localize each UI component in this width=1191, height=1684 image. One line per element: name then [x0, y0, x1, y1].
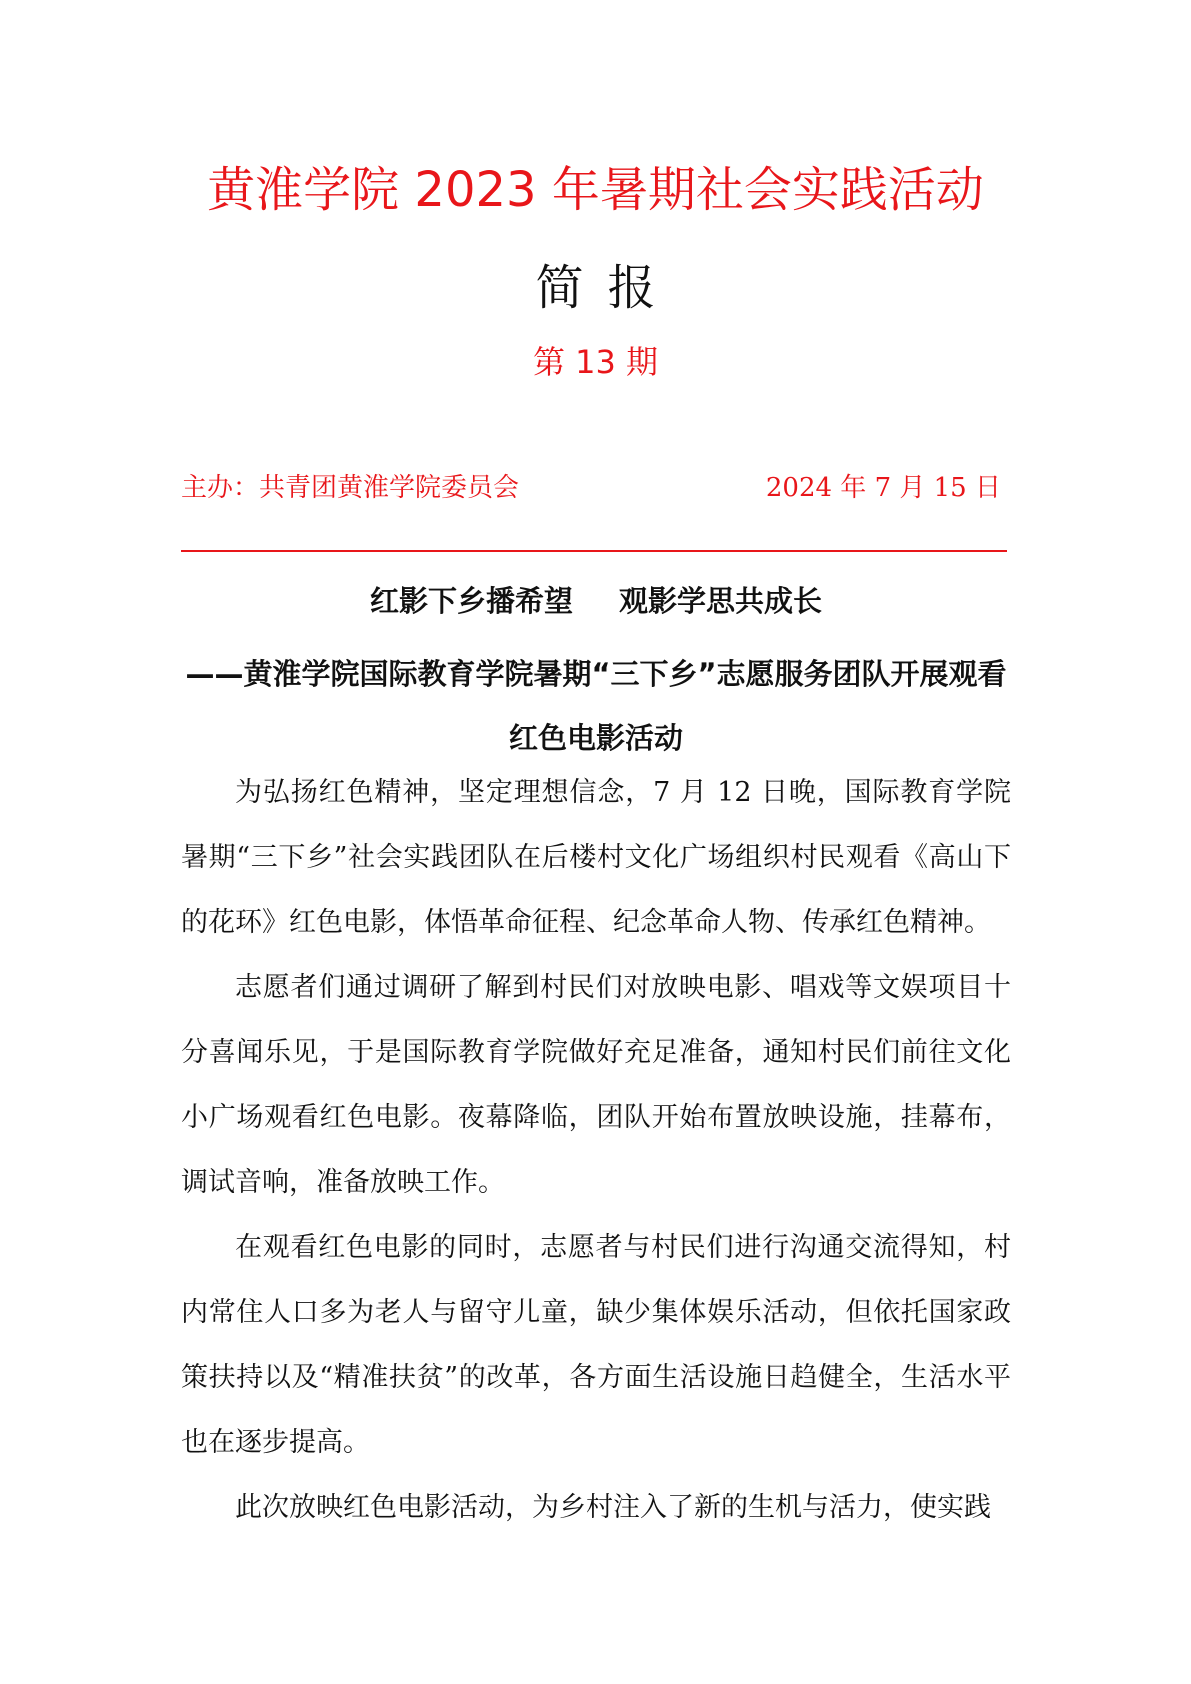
- article-title-right: 观影学思共成长: [619, 584, 823, 618]
- bulletin-title: 黄淮学院 2023 年暑期社会实践活动: [207, 162, 984, 218]
- bulletin-subtitle: 简报: [535, 260, 680, 316]
- header-divider: [181, 550, 1007, 552]
- publish-date: 2024 年 7 月 15 日: [765, 473, 1001, 503]
- article-title: [181, 578, 1011, 624]
- sponsor-text: 主办：共青团黄淮学院委员会: [181, 473, 520, 503]
- issue-number: 第 13 期: [532, 343, 659, 381]
- paragraph: 为弘扬红色精神，坚定理想信念，7 月 12 日晚，国际教育学院暑期“三下乡”社会实践团队在后楼村文化广场组织村民观看《高山下的花环》红色电影，体悟革命征程、纪念革命人物、传承红色精神。: [181, 777, 1011, 938]
- paragraph: 志愿者们通过调研了解到村民们对放映电影、唱戏等文娱项目十分喜闻乐见，于是国际教育学院做好充足准备，通知村民们前往文化小广场观看红色电影。夜幕降临，团队开始布置放映设施，挂幕布，调试音响，准备放映工作。: [181, 972, 1011, 1198]
- paragraph: 此次放映红色电影活动，为乡村注入了新的生机与活力，使实践: [235, 1492, 991, 1523]
- article-title-left: 红影下乡播希望: [369, 584, 573, 618]
- article-body: [181, 760, 1011, 1540]
- paragraph: 在观看红色电影的同时，志愿者与村民们进行沟通交流得知，村内常住人口多为老人与留守儿童，缺少集体娱乐活动，但依托国家政策扶持以及“精准扶贫”的改革，各方面生活设施日趋健全，生活水平也在逐步提高。: [181, 1232, 1011, 1458]
- article-subtitle: ——黄淮学院国际教育学院暑期“三下乡”志愿服务团队开展观看红色电影活动: [185, 657, 1007, 755]
- meta-row: [181, 470, 1001, 506]
